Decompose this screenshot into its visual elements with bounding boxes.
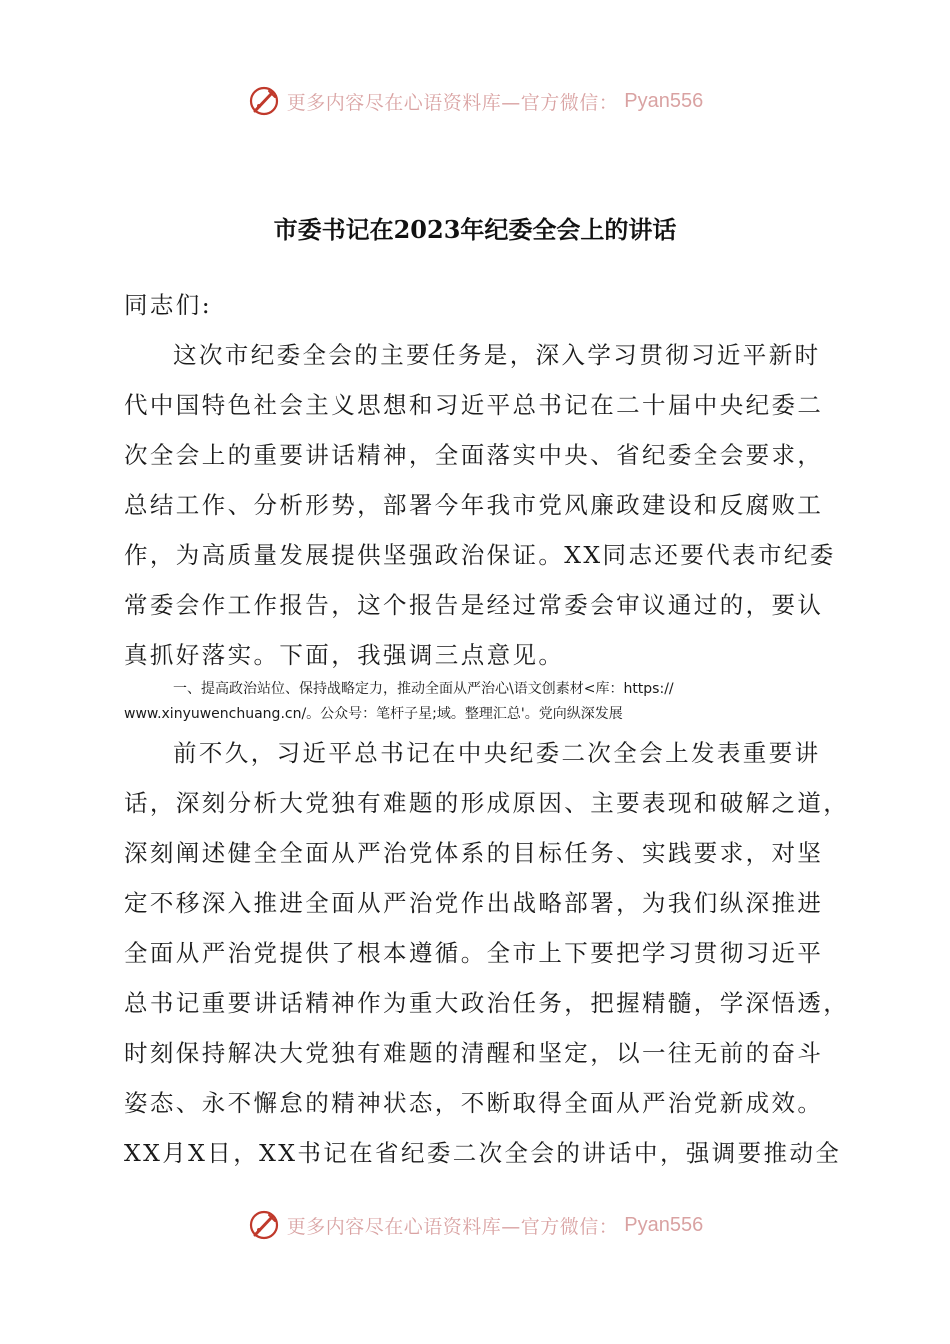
para1-line: 总结工作、分析形势，部署今年我市党风廉政建设和反腐败工 [124, 491, 824, 519]
section-heading-line: www.xinyuwenchuang.cn/。公众号：笔杆子星;域。整理汇总'。党向纵深发展 [124, 706, 623, 722]
para2-line: 总书记重要讲话精神作为重大政治任务，把握精髓，学深悟透， [124, 989, 850, 1017]
para2-line: 深刻阐述健全全面从严治党体系的目标任务、实践要求，对坚 [124, 839, 824, 867]
pen-logo-icon [247, 84, 281, 118]
watermark-handle: Pyan556 [624, 1213, 704, 1236]
para1-line: 代中国特色社会主义思想和习近平总书记在二十届中央纪委二 [124, 391, 824, 419]
para2-line: 定不移深入推进全面从严治党作出战略部署，为我们纵深推进 [124, 889, 824, 917]
watermark-handle: Pyan556 [624, 89, 704, 112]
para1-line: 真抓好落实。下面，我强调三点意见。 [124, 641, 565, 669]
section-heading-line: 一、提高政治站位、保持战略定力，推动全面从严治心\语文创素材<库：https:// [173, 681, 674, 697]
document-title: 市委书记在2023年纪委全会上的讲话 [273, 215, 677, 244]
footer-watermark [0, 1208, 950, 1242]
para2-line: 姿态、永不懈怠的精神状态，不断取得全面从严治党新成效。 [124, 1089, 824, 1117]
para2-line: 时刻保持解决大党独有难题的清醒和坚定，以一往无前的奋斗 [124, 1039, 824, 1067]
para2-line: 前不久，习近平总书记在中央纪委二次全会上发表重要讲 [173, 739, 821, 767]
para1-line: 作，为高质量发展提供坚强政治保证。XX同志还要代表市纪委 [124, 541, 836, 569]
para1-line: 这次市纪委全会的主要任务是，深入学习贯彻习近平新时 [173, 341, 821, 369]
watermark-text: 更多内容尽在心语资料库—官方微信： [286, 91, 619, 114]
pen-logo-icon [247, 1208, 281, 1242]
para1-line: 次全会上的重要讲话精神，全面落实中央、省纪委全会要求， [124, 441, 824, 469]
watermark-text: 更多内容尽在心语资料库—官方微信： [286, 1215, 619, 1238]
para1-line: 常委会作工作报告，这个报告是经过常委会审议通过的，要认 [124, 591, 824, 619]
para2-line: XX月X日，XX书记在省纪委二次全会的讲话中，强调要推动全 [124, 1139, 842, 1167]
header-watermark [0, 84, 950, 118]
para2-line: 话，深刻分析大党独有难题的形成原因、主要表现和破解之道， [124, 789, 850, 817]
para2-line: 全面从严治党提供了根本遵循。全市上下要把学习贯彻习近平 [124, 939, 824, 967]
salutation: 同志们: [124, 291, 213, 319]
